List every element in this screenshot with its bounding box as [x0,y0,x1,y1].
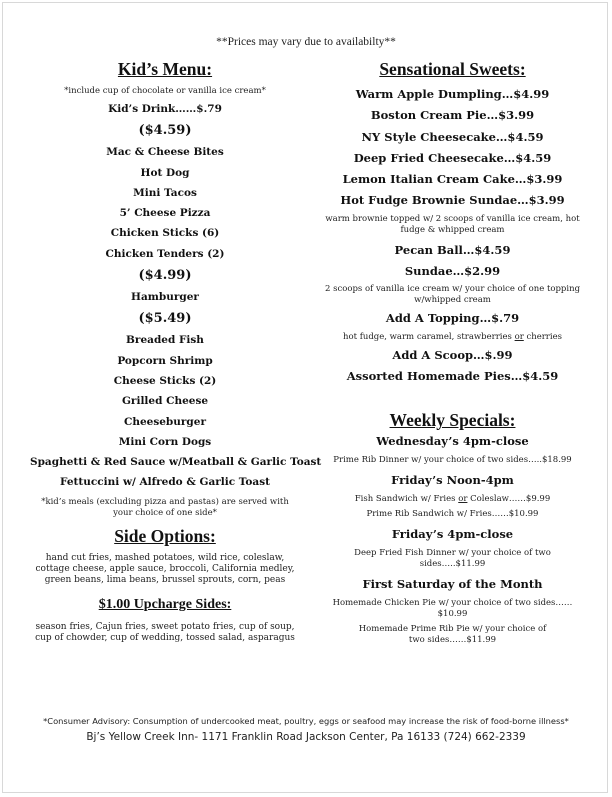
fish-sandwich-b: Coleslaw……$9.99 [467,494,551,505]
special-day-friday-noon: Friday’s Noon-4pm [391,473,514,488]
kids-drink: Kid’s Drink……$.79 [108,103,222,115]
kids-menu-note: *include cup of chocolate or vanilla ice cream* [64,86,266,96]
brownie-note: warm brownie topped w/ 2 scoops of vanilla ice cream, hot fudge & whipped cream [325,213,580,235]
kids-item: Chicken Sticks (6) [110,227,220,240]
special-day-wednesday: Wednesday’s 4pm-close [376,434,529,449]
topping-note [325,332,580,343]
footer [0,716,612,743]
side-options-title: Side Options: [114,525,216,546]
kids-price-group-1: ($4.59) [138,123,192,139]
kids-column [30,58,322,644]
upcharge-sides-list: season fries, Cajun fries, sweet potato fries, cup of soup, cup of chowder, cup of wedding, tossed salad, asparagus [35,621,295,643]
sweet-item-sundae: Sundae…$2.99 [404,264,501,279]
side-options-list: hand cut fries, mashed potatoes, wild rice, coleslaw, cottage cheese, apple sauce, broccoli, California medley, green beans, lima beans, brussel sprouts, corn, peas [35,552,295,585]
restaurant-address: Bj’s Yellow Creek Inn- 1171 Franklin Road Jackson Center, Pa 16133 (724) 662-2339 [86,731,526,743]
sweets-title: Sensational Sweets: [379,59,526,79]
kids-item: Hot Dog [140,166,190,179]
special-item: Prime Rib Sandwich w/ Fries……$10.99 [366,509,539,520]
special-item: Prime Rib Dinner w/ your choice of two sides…..$18.99 [333,455,572,466]
consumer-advisory: *Consumer Advisory: Consumption of undercooked meat, poultry, eggs or seafood may increase the risk of food-borne illness* [43,716,569,726]
kids-item: Fettuccini w/ Alfredo & Garlic Toast [60,476,270,489]
kids-item: 5’ Cheese Pizza [119,207,211,220]
homemade-pies: Assorted Homemade Pies…$4.59 [346,368,559,383]
kids-item: Cheeseburger [123,415,206,428]
price-note: **Prices may vary due to availabilty** [216,36,396,48]
kids-item: Cheese Sticks (2) [113,374,217,387]
kids-price-group-3: ($5.49) [138,311,192,327]
kids-price-group-2: ($4.99) [138,268,192,284]
fish-sandwich-a: Fish Sandwich w/ Fries [354,494,459,505]
sundae-note: 2 scoops of vanilla ice cream w/ your choice of one topping w/whipped cream [325,284,581,306]
add-scoop: Add A Scoop…$.99 [392,347,513,362]
special-item: Homemade Prime Rib Pie w/ your choice of two sides……$11.99 [358,624,547,646]
kids-item: Popcorn Shrimp [117,354,213,367]
topping-note-or: or [514,331,524,342]
kids-item: Mini Tacos [133,186,197,199]
sweets-column [325,58,580,650]
sweet-item: NY Style Cheesecake…$4.59 [361,129,544,144]
kids-meal-note: *kid’s meals (excluding pizza and pastas) are served with your choice of one side* [41,496,289,518]
weekly-specials-title: Weekly Specials: [389,410,516,431]
kids-item: Mini Corn Dogs [118,435,212,448]
special-item: Homemade Chicken Pie w/ your choice of two sides……$10.99 [332,598,573,620]
sweet-item: Boston Cream Pie…$3.99 [370,108,535,123]
add-topping: Add A Topping…$.79 [385,311,520,326]
special-day-friday-close: Friday’s 4pm-close [391,527,514,542]
topping-note-a: hot fudge, warm caramel, strawberries [343,331,515,342]
special-item [325,494,580,505]
kids-item: Grilled Cheese [121,395,209,408]
sweet-item: Hot Fudge Brownie Sundae…$3.99 [340,193,565,208]
sweet-item-pecan: Pecan Ball…$4.59 [394,242,511,257]
kids-item: Hamburger [131,291,199,304]
special-item: Deep Fried Fish Dinner w/ your choice of two sides…..$11.99 [354,548,551,570]
fish-sandwich-or: or [458,494,468,505]
sweet-item: Warm Apple Dumpling…$4.99 [355,87,550,101]
sweet-item: Deep Fried Cheesecake…$4.59 [353,150,552,165]
sweet-item: Lemon Italian Cream Cake…$3.99 [342,172,563,187]
kids-menu-title: Kid’s Menu: [117,59,213,79]
topping-note-b: cherries [523,331,562,342]
kids-item: Chicken Tenders (2) [105,247,225,260]
kids-item: Breaded Fish [126,334,204,347]
upcharge-sides-title: $1.00 Upcharge Sides: [98,596,232,612]
special-day-first-saturday: First Saturday of the Month [362,577,543,592]
kids-item: Mac & Cheese Bites [106,146,224,159]
kids-item: Spaghetti & Red Sauce w/Meatball & Garlic Toast [30,456,322,469]
